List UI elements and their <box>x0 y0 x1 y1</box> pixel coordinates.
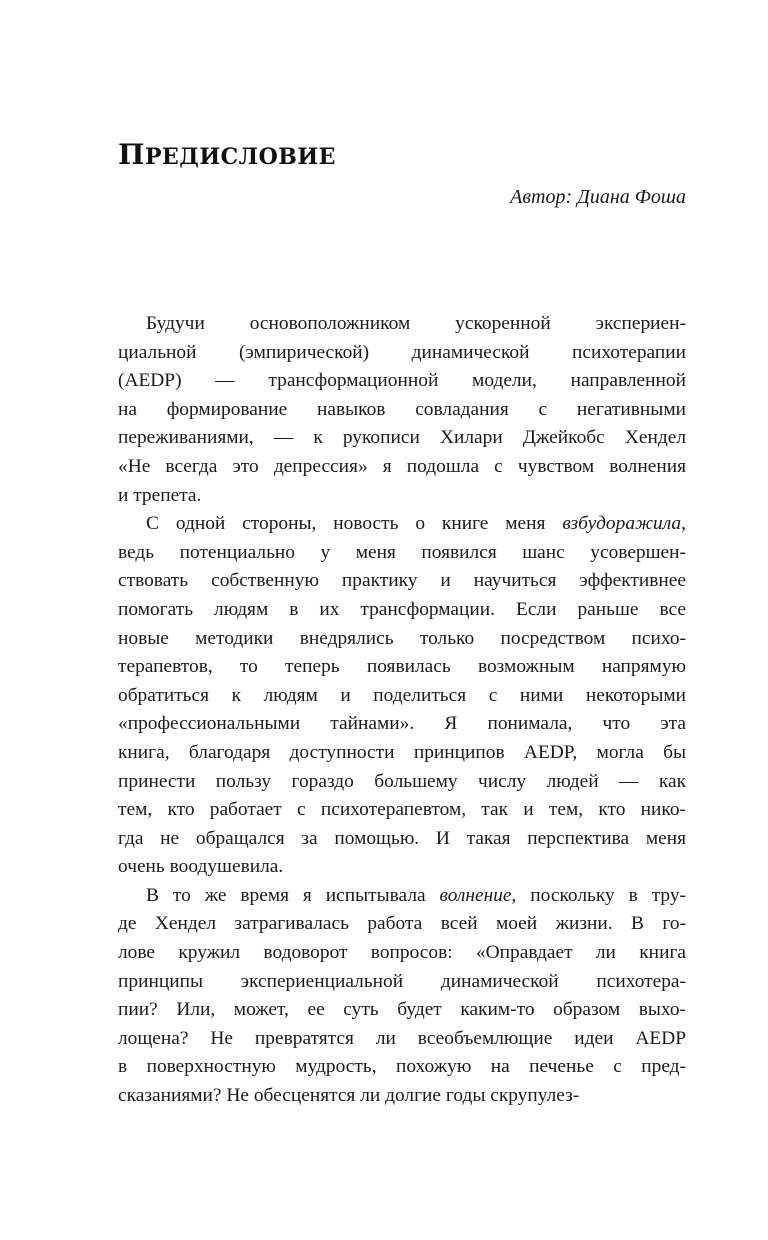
text-line <box>118 310 686 339</box>
text-segment: тем, кто работает с психотерапевтом, так и тем, кто нико- <box>118 799 686 821</box>
text-line <box>118 796 686 825</box>
text-line <box>118 768 686 797</box>
text-line <box>118 1082 686 1111</box>
text-segment: книга, благодаря доступности принципов AEDP, могла бы <box>118 741 686 763</box>
text-line <box>118 482 686 511</box>
text-line <box>118 453 686 482</box>
text-line <box>118 367 686 396</box>
text-segment: Будучи основоположником ускоренной экспериен- <box>146 313 686 334</box>
text-line <box>118 1025 686 1054</box>
text-line <box>118 396 686 425</box>
text-line <box>118 682 686 711</box>
text-segment: принести пользу гораздо большему числу людей — как <box>118 770 686 792</box>
text-segment: лощена? Не превратятся ли всеобъемлющие идеи AEDP <box>118 1027 686 1049</box>
emphasis-text: волнение <box>439 884 512 906</box>
text-line <box>118 996 686 1025</box>
chapter-title-initial: П <box>118 138 145 171</box>
text-segment: пии? Или, может, ее суть будет каким-то образом выхо- <box>118 999 686 1021</box>
text-line <box>118 825 686 854</box>
paragraph <box>118 310 686 510</box>
text-segment: сказаниями? Не обесценятся ли долгие годы скрупулез- <box>118 1085 580 1107</box>
text-line <box>118 853 686 882</box>
text-segment: , поскольку в тру- <box>511 884 686 906</box>
text-segment: В то же время я испытывала <box>146 884 440 906</box>
text-line <box>118 510 686 539</box>
text-segment: помогать людям в их трансформации. Если раньше все <box>118 598 686 620</box>
text-segment: ствовать собственную практику и научиться эффективнее <box>118 570 686 592</box>
text-segment: С одной стороны, новость о книге меня <box>146 513 563 535</box>
text-segment: лове кружил водоворот вопросов: «Оправдает ли книга <box>118 942 686 964</box>
text-line <box>118 625 686 654</box>
text-segment: «профессиональными тайнами». Я понимала, что эта <box>118 713 686 735</box>
text-line <box>118 968 686 997</box>
text-line <box>118 939 686 968</box>
text-line <box>118 882 686 911</box>
text-line <box>118 653 686 682</box>
text-segment: гда не обращался за помощью. И такая перспектива меня <box>118 827 686 849</box>
text-line <box>118 424 686 453</box>
text-line <box>118 910 686 939</box>
text-segment: обратиться к людям и поделиться с ними некоторыми <box>118 684 686 706</box>
text-segment: на формирование навыков совладания с негативными <box>118 398 686 420</box>
text-line <box>118 710 686 739</box>
text-segment: де Хендел затрагивалась работа всей моей жизни. В го- <box>118 913 686 935</box>
emphasis-text: взбудоражила <box>562 513 682 535</box>
text-segment: переживаниями, — к рукописи Хилари Джейкобс Хендел <box>118 427 686 449</box>
text-segment: в поверхностную мудрость, похожую на печенье с пред- <box>118 1056 686 1078</box>
text-segment: и трепета. <box>118 484 202 506</box>
text-segment: , <box>681 513 686 535</box>
text-line <box>118 339 686 368</box>
text-line <box>118 1053 686 1082</box>
author-byline: Автор: Диана Фоша <box>510 186 686 208</box>
text-segment: новые методики внедрялись только посредством психо- <box>118 627 686 649</box>
text-segment: ведь потенциально у меня появился шанс усовершен- <box>118 541 686 563</box>
paragraph <box>118 510 686 882</box>
text-line <box>118 596 686 625</box>
text-segment: терапевтов, то теперь появилась возможным напрямую <box>118 656 686 678</box>
text-segment: очень воодушевила. <box>118 856 284 878</box>
paragraph <box>118 882 686 1111</box>
chapter-title <box>118 137 336 175</box>
chapter-title-rest: РЕДИСЛОВИЕ <box>144 144 336 170</box>
text-line <box>118 567 686 596</box>
text-line <box>118 739 686 768</box>
text-segment: циальной (эмпирической) динамической психотерапии <box>118 341 686 363</box>
text-line <box>118 539 686 568</box>
text-segment: «Не всегда это депрессия» я подошла с чувством волнения <box>118 455 686 477</box>
text-segment: (AEDP) — трансформационной модели, направленной <box>118 370 686 392</box>
body-text <box>118 310 686 1111</box>
text-segment: принципы экспериенциальной динамической психотера- <box>118 970 686 992</box>
